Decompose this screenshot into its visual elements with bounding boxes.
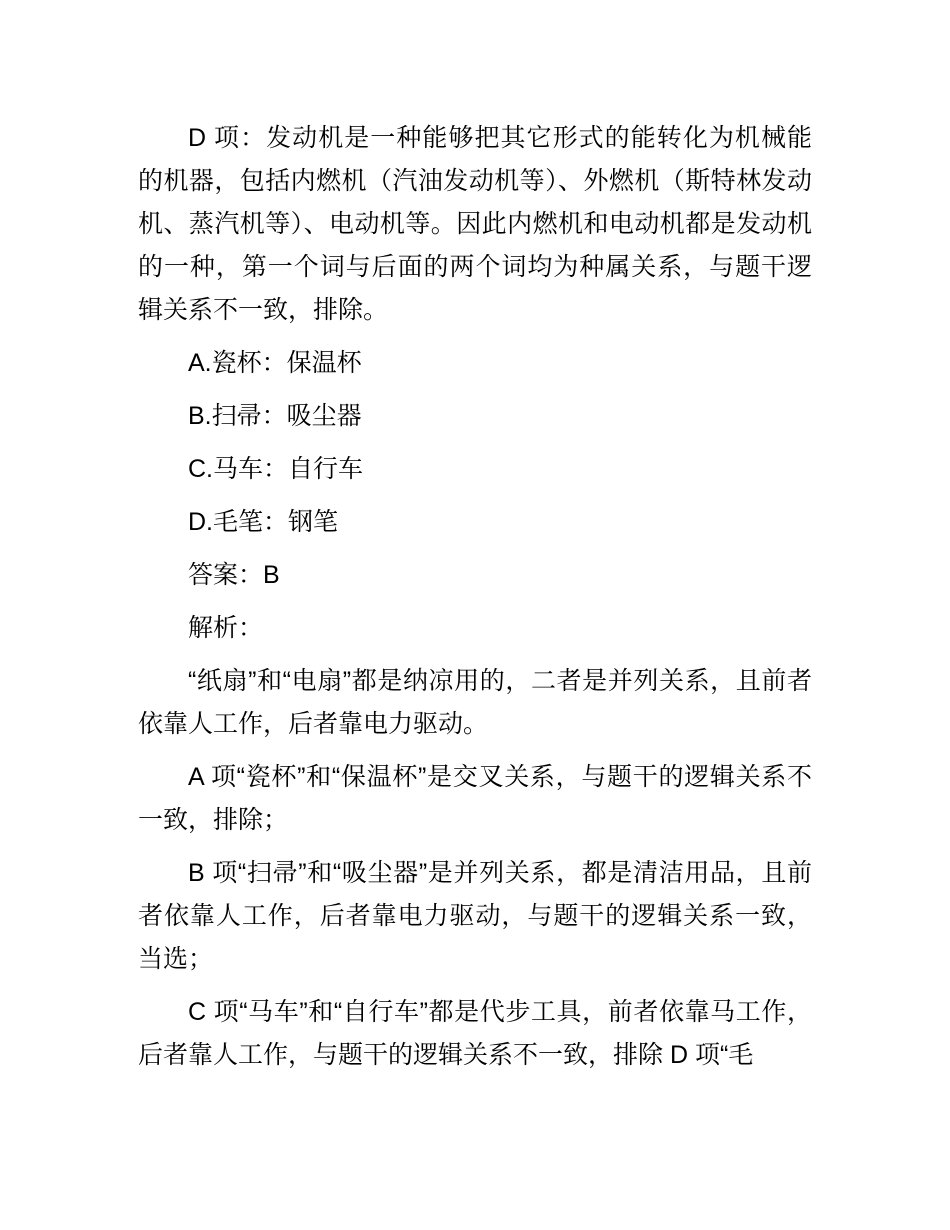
option-c: C.马车：自行车 [188, 455, 364, 483]
paragraph-option-d-explanation: D 项：发动机是一种能够把其它形式的能转化为机械能的机器，包括内燃机（汽油发动机等）、外燃机（斯特林发动机、蒸汽机等）、电动机等。因此内燃机和电动机都是发动机的一种，第一个词与后面的两个词均为种属关系，与题干逻辑关系不一致，排除。 [138, 124, 812, 324]
option-a: A.瓷杯：保温杯 [188, 349, 362, 377]
analysis-paragraph-option-c: C 项“马车”和“自行车”都是代步工具，前者依靠马工作，后者靠人工作，与题干的逻辑关系不一致，排除 D 项“毛 [138, 998, 812, 1069]
option-b: B.扫帚：吸尘器 [188, 402, 362, 430]
analysis-paragraph-option-b: B 项“扫帚”和“吸尘器”是并列关系，都是清洁用品，且前者依靠人工作，后者靠电力驱动，与题干的逻辑关系一致，当选； [138, 859, 812, 973]
analysis-heading: 解析： [188, 614, 264, 642]
option-d: D.毛笔：钢笔 [188, 508, 339, 536]
answer-line: 答案：B [188, 561, 280, 589]
analysis-paragraph-option-a: A 项“瓷杯”和“保温杯”是交叉关系，与题干的逻辑关系不一致，排除； [138, 763, 812, 834]
analysis-paragraph-stem: “纸扇”和“电扇”都是纳凉用的，二者是并列关系，且前者依靠人工作，后者靠电力驱动。 [138, 667, 812, 738]
